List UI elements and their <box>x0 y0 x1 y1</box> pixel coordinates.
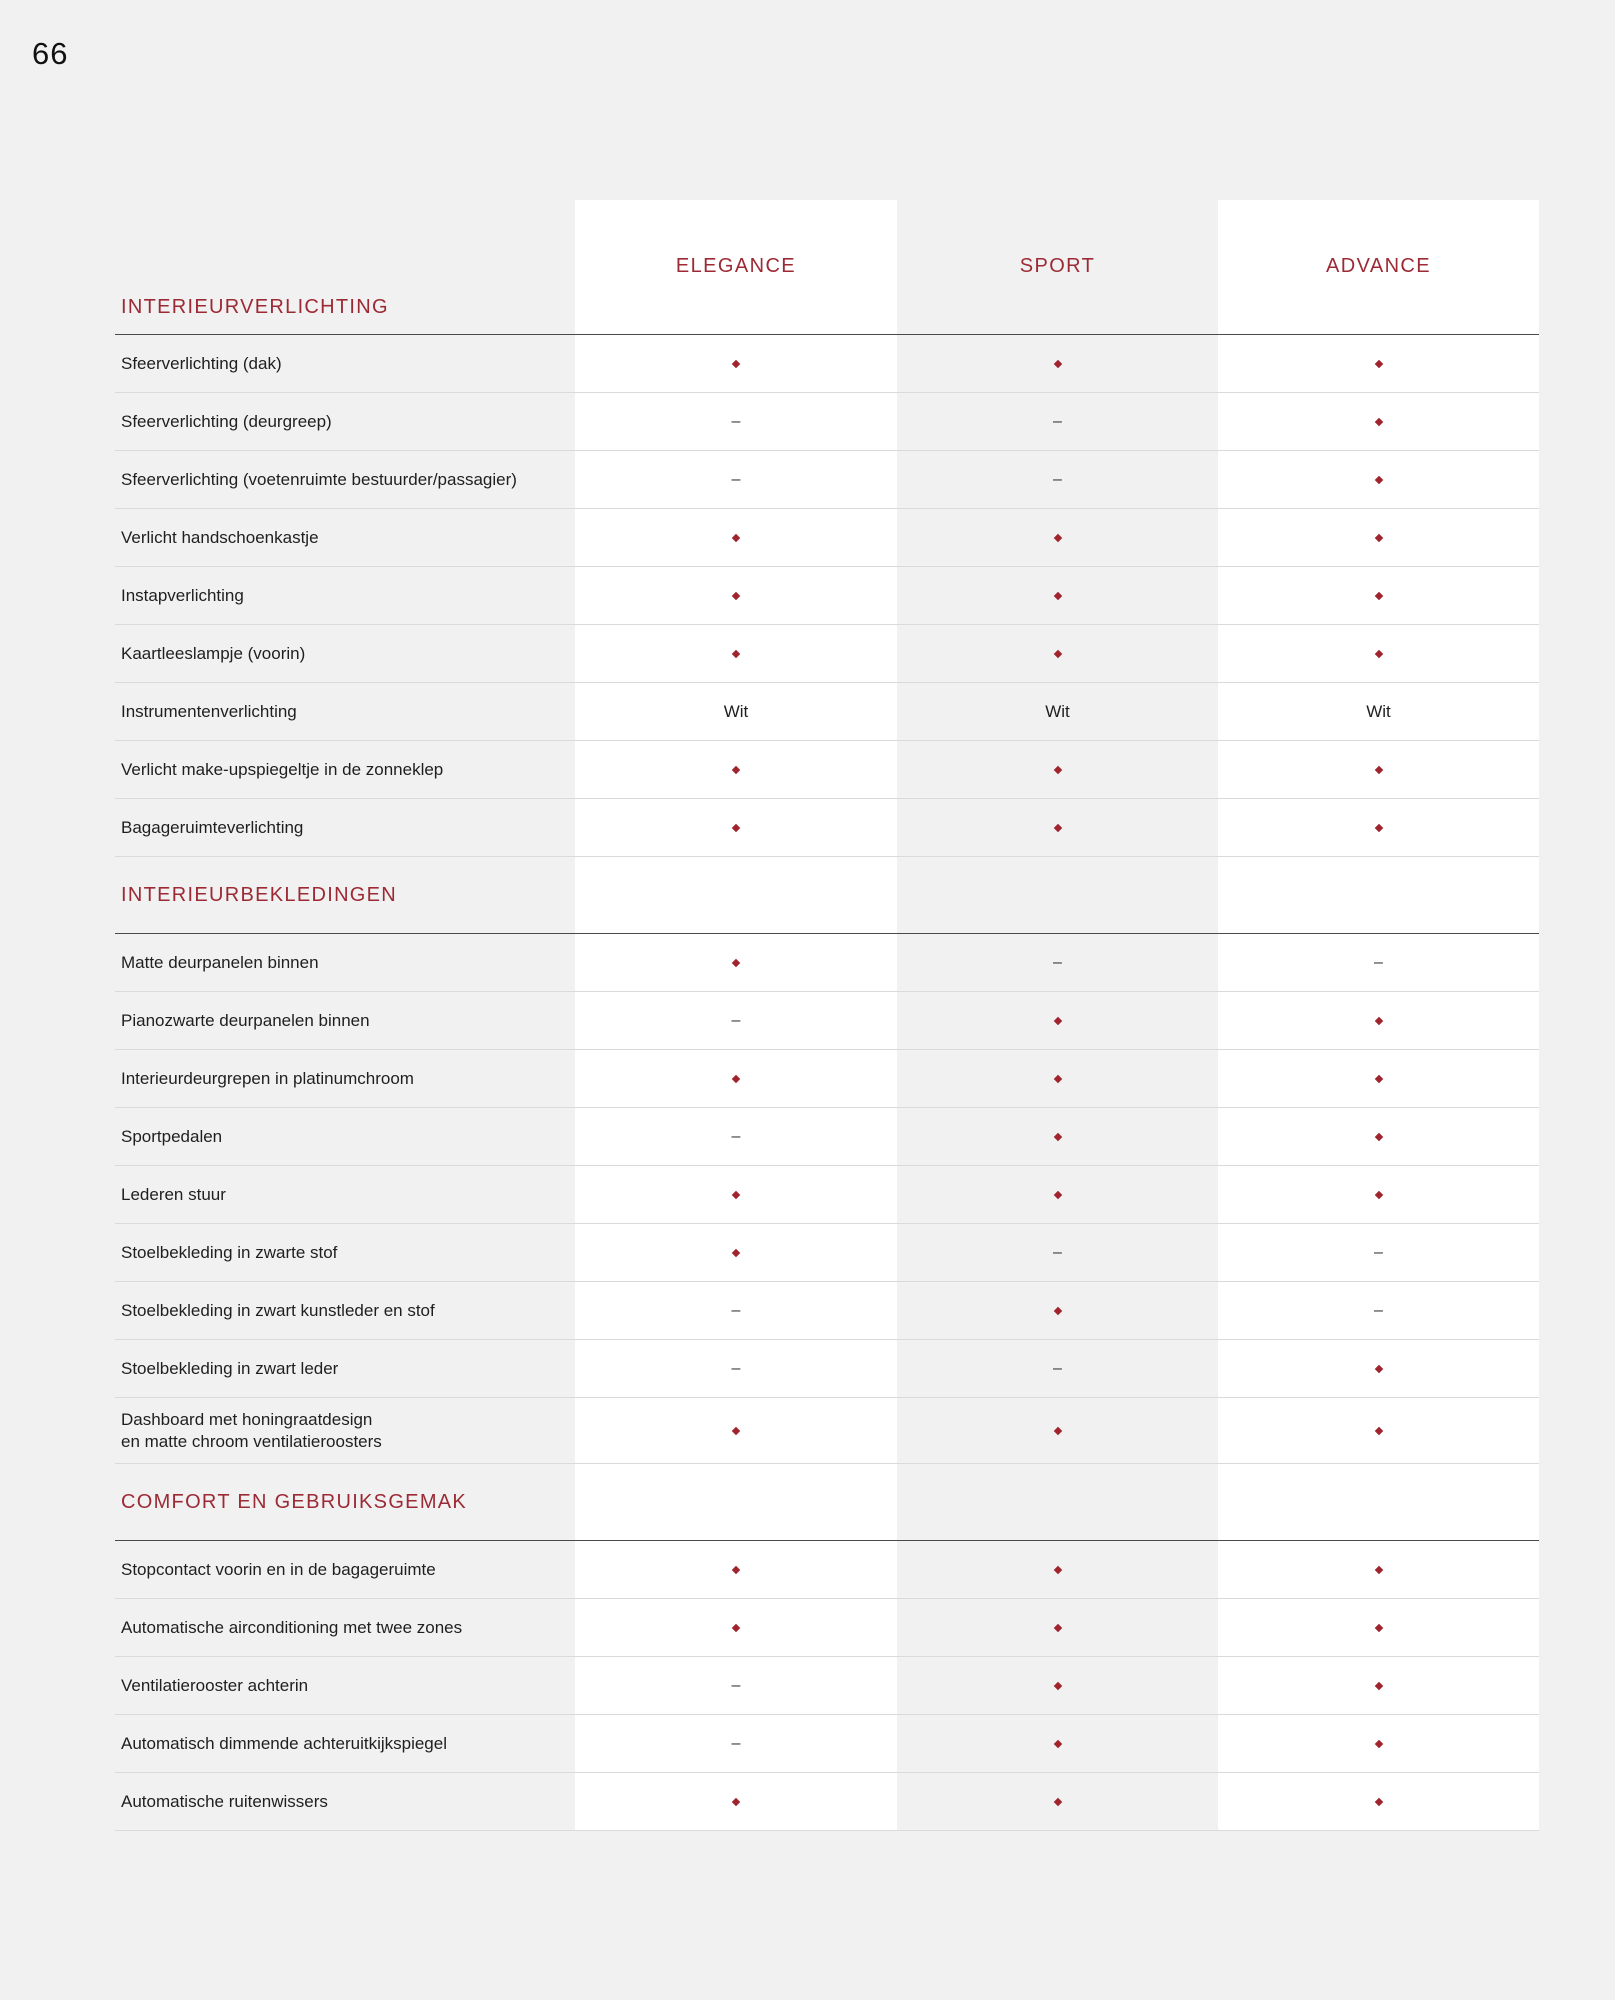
standard-diamond-icon <box>1374 591 1382 599</box>
availability-cell <box>897 799 1218 856</box>
feature-label: Instrumentenverlichting <box>121 701 297 721</box>
availability-cell <box>897 1340 1218 1397</box>
not-available-dash: – <box>1374 1301 1383 1319</box>
section-header-comfort-en-gebruiksgemak <box>115 1464 1539 1541</box>
standard-diamond-icon <box>732 1248 740 1256</box>
availability-cell <box>897 393 1218 450</box>
value-cell: Wit <box>1218 683 1539 740</box>
availability-cell <box>575 335 897 392</box>
availability-cell <box>575 1340 897 1397</box>
section-header-cell <box>575 857 897 933</box>
section-header-cell <box>1218 857 1539 933</box>
availability-cell <box>1218 1340 1539 1397</box>
availability-cell <box>575 1599 897 1656</box>
availability-cell <box>1218 1773 1539 1830</box>
table-row <box>115 625 1539 683</box>
availability-cell <box>1218 1282 1539 1339</box>
availability-cell <box>897 1224 1218 1281</box>
availability-cell <box>575 393 897 450</box>
standard-diamond-icon <box>1374 1190 1382 1198</box>
table-row <box>115 567 1539 625</box>
spec-table <box>115 200 1539 1831</box>
availability-cell <box>575 1108 897 1165</box>
table-row <box>115 1282 1539 1340</box>
availability-cell <box>1218 741 1539 798</box>
table-row <box>115 451 1539 509</box>
table-row <box>115 683 1539 741</box>
availability-cell <box>897 567 1218 624</box>
standard-diamond-icon <box>732 823 740 831</box>
table-row <box>115 1541 1539 1599</box>
not-available-dash: – <box>731 1359 741 1377</box>
availability-cell <box>897 1282 1218 1339</box>
feature-label: Verlicht handschoenkastje <box>121 527 319 547</box>
availability-cell <box>897 451 1218 508</box>
availability-cell <box>897 1050 1218 1107</box>
standard-diamond-icon <box>1053 1623 1061 1631</box>
feature-label: Ventilatierooster achterin <box>121 1675 309 1695</box>
table-row <box>115 1340 1539 1398</box>
section-header-interieurverlichting <box>115 200 1539 335</box>
availability-cell <box>575 992 897 1049</box>
availability-cell <box>897 934 1218 991</box>
not-available-dash: – <box>731 1301 741 1319</box>
availability-cell <box>1218 799 1539 856</box>
standard-diamond-icon <box>1374 533 1382 541</box>
availability-cell <box>575 625 897 682</box>
feature-label: Stoelbekleding in zwarte stof <box>121 1242 338 1262</box>
section-title: INTERIEURVERLICHTING <box>121 296 389 318</box>
table-row <box>115 1224 1539 1282</box>
feature-label: Stoelbekleding in zwart kunstleder en stof <box>121 1300 435 1320</box>
table-row <box>115 1398 1539 1464</box>
standard-diamond-icon <box>1053 1016 1061 1024</box>
availability-cell <box>897 509 1218 566</box>
standard-diamond-icon <box>1374 359 1382 367</box>
not-available-dash: – <box>1053 470 1062 488</box>
standard-diamond-icon <box>1053 591 1061 599</box>
standard-diamond-icon <box>1374 823 1382 831</box>
availability-cell <box>575 1541 897 1598</box>
feature-label-line: Dashboard met honingraatdesign <box>121 1409 373 1429</box>
availability-cell <box>575 567 897 624</box>
table-row <box>115 1108 1539 1166</box>
feature-label: Automatische ruitenwissers <box>121 1791 328 1811</box>
not-available-dash: – <box>1053 1359 1062 1377</box>
table-row <box>115 799 1539 857</box>
standard-diamond-icon <box>1374 649 1382 657</box>
feature-label: Matte deurpanelen binnen <box>121 952 319 972</box>
availability-cell <box>575 1715 897 1772</box>
feature-label: Interieurdeurgrepen in platinumchroom <box>121 1068 414 1088</box>
feature-label: Automatische airconditioning met twee zones <box>121 1617 463 1637</box>
availability-cell <box>1218 1224 1539 1281</box>
table-row <box>115 934 1539 992</box>
standard-diamond-icon <box>1374 475 1382 483</box>
standard-diamond-icon <box>1374 1623 1382 1631</box>
standard-diamond-icon <box>1374 1132 1382 1140</box>
not-available-dash: – <box>1053 953 1062 971</box>
not-available-dash: – <box>1053 412 1062 430</box>
availability-cell <box>1218 1599 1539 1656</box>
standard-diamond-icon <box>1053 359 1061 367</box>
standard-diamond-icon <box>1053 1190 1061 1198</box>
availability-cell <box>897 1715 1218 1772</box>
column-header-sport: SPORT <box>897 200 1218 334</box>
availability-cell <box>897 1398 1218 1463</box>
availability-cell <box>897 741 1218 798</box>
standard-diamond-icon <box>732 359 740 367</box>
standard-diamond-icon <box>1374 1565 1382 1573</box>
feature-label: Kaartleeslampje (voorin) <box>121 643 306 663</box>
availability-cell <box>897 1541 1218 1598</box>
availability-cell <box>897 1166 1218 1223</box>
availability-cell <box>575 799 897 856</box>
availability-cell <box>1218 335 1539 392</box>
section-header-cell <box>897 857 1218 933</box>
standard-diamond-icon <box>1374 1739 1382 1747</box>
section-title: COMFORT EN GEBRUIKSGEMAK <box>121 1491 468 1513</box>
value-cell: Wit <box>575 683 897 740</box>
table-row <box>115 1657 1539 1715</box>
standard-diamond-icon <box>732 1797 740 1805</box>
not-available-dash: – <box>1374 953 1383 971</box>
standard-diamond-icon <box>1374 1364 1382 1372</box>
feature-label: Pianozwarte deurpanelen binnen <box>121 1010 370 1030</box>
feature-label: Sfeerverlichting (deurgreep) <box>121 411 332 431</box>
availability-cell <box>1218 1108 1539 1165</box>
feature-label-line: en matte chroom ventilatieroosters <box>121 1431 382 1451</box>
standard-diamond-icon <box>1374 765 1382 773</box>
standard-diamond-icon <box>1053 533 1061 541</box>
not-available-dash: – <box>731 1127 741 1145</box>
standard-diamond-icon <box>1374 1016 1382 1024</box>
feature-label <box>115 1398 575 1463</box>
standard-diamond-icon <box>732 1623 740 1631</box>
standard-diamond-icon <box>1374 1074 1382 1082</box>
availability-cell <box>1218 1050 1539 1107</box>
standard-diamond-icon <box>1053 1426 1061 1434</box>
standard-diamond-icon <box>732 1426 740 1434</box>
feature-label: Stopcontact voorin en in de bagageruimte <box>121 1559 436 1579</box>
availability-cell <box>897 992 1218 1049</box>
availability-cell <box>897 1108 1218 1165</box>
standard-diamond-icon <box>1053 1306 1061 1314</box>
table-row <box>115 335 1539 393</box>
standard-diamond-icon <box>1053 1797 1061 1805</box>
standard-diamond-icon <box>1053 649 1061 657</box>
availability-cell <box>897 625 1218 682</box>
availability-cell <box>575 1050 897 1107</box>
standard-diamond-icon <box>732 1190 740 1198</box>
table-row <box>115 1050 1539 1108</box>
availability-cell <box>1218 451 1539 508</box>
availability-cell <box>1218 1715 1539 1772</box>
table-row <box>115 992 1539 1050</box>
standard-diamond-icon <box>732 765 740 773</box>
feature-label: Instapverlichting <box>121 585 244 605</box>
availability-cell <box>575 1166 897 1223</box>
standard-diamond-icon <box>1374 1681 1382 1689</box>
availability-cell <box>575 1224 897 1281</box>
availability-cell <box>1218 1541 1539 1598</box>
availability-cell <box>575 1398 897 1463</box>
table-row <box>115 393 1539 451</box>
availability-cell <box>575 509 897 566</box>
feature-label: Bagageruimteverlichting <box>121 817 304 837</box>
section-header-cell <box>897 1464 1218 1540</box>
standard-diamond-icon <box>1053 1565 1061 1573</box>
availability-cell <box>897 1657 1218 1714</box>
availability-cell <box>1218 567 1539 624</box>
availability-cell <box>1218 1657 1539 1714</box>
standard-diamond-icon <box>1053 823 1061 831</box>
table-row <box>115 1166 1539 1224</box>
table-row <box>115 1715 1539 1773</box>
availability-cell <box>575 741 897 798</box>
standard-diamond-icon <box>732 958 740 966</box>
standard-diamond-icon <box>732 1074 740 1082</box>
availability-cell <box>1218 992 1539 1049</box>
availability-cell <box>1218 1398 1539 1463</box>
feature-label: Automatisch dimmende achteruitkijkspiegel <box>121 1733 447 1753</box>
standard-diamond-icon <box>1374 1797 1382 1805</box>
standard-diamond-icon <box>732 591 740 599</box>
standard-diamond-icon <box>732 649 740 657</box>
availability-cell <box>897 335 1218 392</box>
standard-diamond-icon <box>1053 1074 1061 1082</box>
availability-cell <box>1218 1166 1539 1223</box>
feature-label: Lederen stuur <box>121 1184 226 1204</box>
standard-diamond-icon <box>1053 1132 1061 1140</box>
standard-diamond-icon <box>1374 417 1382 425</box>
availability-cell <box>1218 934 1539 991</box>
availability-cell <box>575 1282 897 1339</box>
availability-cell <box>1218 393 1539 450</box>
not-available-dash: – <box>731 1734 741 1752</box>
feature-label: Sfeerverlichting (dak) <box>121 353 282 373</box>
section-header-interieurbekledingen <box>115 857 1539 934</box>
value-cell: Wit <box>897 683 1218 740</box>
not-available-dash: – <box>731 470 741 488</box>
availability-cell <box>575 451 897 508</box>
standard-diamond-icon <box>732 533 740 541</box>
section-header-cell <box>575 1464 897 1540</box>
feature-label: Stoelbekleding in zwart leder <box>121 1358 339 1378</box>
not-available-dash: – <box>731 412 741 430</box>
table-row <box>115 509 1539 567</box>
table-row <box>115 1599 1539 1657</box>
feature-label: Verlicht make-upspiegeltje in de zonneklep <box>121 759 444 779</box>
standard-diamond-icon <box>732 1565 740 1573</box>
not-available-dash: – <box>731 1011 741 1029</box>
availability-cell <box>575 1657 897 1714</box>
table-row <box>115 1773 1539 1831</box>
not-available-dash: – <box>1053 1243 1062 1261</box>
availability-cell <box>1218 625 1539 682</box>
standard-diamond-icon <box>1053 1739 1061 1747</box>
column-header-advance: ADVANCE <box>1218 200 1539 334</box>
page-number: 66 <box>32 36 69 71</box>
feature-label: Sfeerverlichting (voetenruimte bestuurder/passagier) <box>121 469 517 489</box>
availability-cell <box>575 934 897 991</box>
availability-cell <box>897 1773 1218 1830</box>
section-title: INTERIEURBEKLEDINGEN <box>121 884 398 906</box>
not-available-dash: – <box>731 1676 741 1694</box>
availability-cell <box>897 1599 1218 1656</box>
availability-cell <box>575 1773 897 1830</box>
table-row <box>115 741 1539 799</box>
standard-diamond-icon <box>1053 1681 1061 1689</box>
availability-cell <box>1218 509 1539 566</box>
standard-diamond-icon <box>1053 765 1061 773</box>
column-header-elegance: ELEGANCE <box>575 200 897 334</box>
feature-label: Sportpedalen <box>121 1126 223 1146</box>
section-header-cell <box>1218 1464 1539 1540</box>
standard-diamond-icon <box>1374 1426 1382 1434</box>
not-available-dash: – <box>1374 1243 1383 1261</box>
